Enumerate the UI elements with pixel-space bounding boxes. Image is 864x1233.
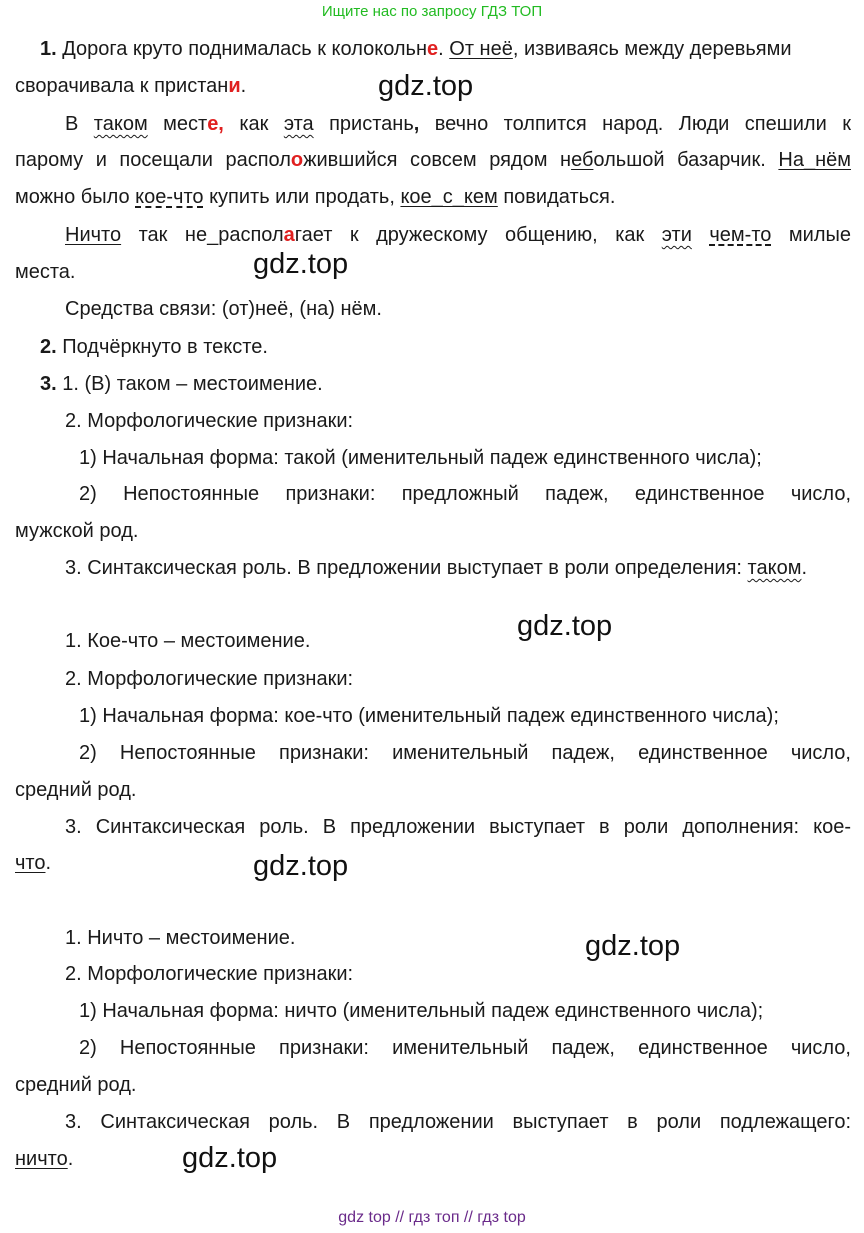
text: 3. Синтаксическая роль. В предложении выступает в роли дополнения: кое- bbox=[65, 816, 851, 838]
text: как bbox=[223, 113, 284, 135]
text: так не_распол bbox=[121, 224, 284, 246]
text: купить или продать, bbox=[203, 186, 401, 208]
watermark: gdz.top bbox=[182, 1142, 278, 1174]
s3-variable-features bbox=[79, 1036, 851, 1060]
task-1-para-3-line-2 bbox=[15, 260, 851, 284]
watermark: gdz.top bbox=[378, 70, 474, 102]
underlined-pronoun: чем-то bbox=[709, 224, 772, 246]
highlight-letter: о bbox=[290, 149, 304, 171]
text: 2. Морфологические признаки: bbox=[65, 410, 354, 432]
text: пристань bbox=[313, 113, 414, 135]
text: средний род. bbox=[15, 1074, 137, 1096]
task-1-para-2-line-2 bbox=[15, 148, 851, 172]
underlined-pronoun: ничто bbox=[15, 1148, 68, 1170]
s3-heading bbox=[65, 926, 851, 950]
underlined-pronoun: эта bbox=[283, 113, 314, 135]
s3-initial-form bbox=[79, 999, 851, 1023]
text: 1. Кое-что – местоимение. bbox=[65, 630, 311, 652]
watermark: gdz.top bbox=[253, 248, 349, 280]
watermark: gdz.top bbox=[253, 850, 349, 882]
text: Средства связи: (от)неё, (на) нём. bbox=[65, 298, 382, 320]
task-1-para-2-line-1 bbox=[65, 112, 851, 136]
s2-syntactic-role-cont bbox=[15, 851, 851, 875]
s2-variable-features bbox=[79, 741, 851, 765]
linking-means bbox=[65, 297, 851, 321]
text: 2) Непостоянные признаки: предложный падеж, единственное число, bbox=[79, 483, 851, 505]
task-1-para-3-line-1 bbox=[65, 223, 851, 247]
text: 1) Начальная форма: такой (именительный падеж единственного числа); bbox=[79, 447, 762, 469]
text: гает к дружескому общению, как bbox=[294, 224, 662, 246]
text: 1. Ничто – местоимение. bbox=[65, 927, 296, 949]
text: Подчёркнуто в тексте. bbox=[62, 336, 268, 358]
underlined-pronoun: эти bbox=[661, 224, 692, 246]
underlined-pronoun: На_нём bbox=[778, 149, 851, 171]
text: парому и посещали распол bbox=[15, 149, 291, 171]
top-banner[interactable]: Ищите нас по запросу ГДЗ ТОП bbox=[321, 3, 543, 20]
underlined-pronoun: таком bbox=[747, 557, 802, 579]
punctuation: , bbox=[413, 113, 420, 135]
s2-initial-form bbox=[79, 704, 851, 728]
text: мужской род. bbox=[15, 520, 139, 542]
underlined-prefix: еб bbox=[571, 149, 594, 171]
s1-variable-features-cont bbox=[15, 519, 851, 543]
text: 1) Начальная форма: кое-что (именительный падеж единственного числа); bbox=[79, 705, 779, 727]
watermark: gdz.top bbox=[585, 930, 681, 962]
task-number: 2. bbox=[40, 336, 57, 358]
text: милые bbox=[771, 224, 851, 246]
text: . bbox=[45, 852, 52, 874]
s3-syntactic-role-cont bbox=[15, 1147, 851, 1171]
highlight-letter: а bbox=[283, 224, 295, 246]
underlined-pronoun: От неё bbox=[449, 38, 513, 60]
text: места. bbox=[15, 261, 76, 283]
text: В bbox=[65, 113, 94, 135]
underlined-pronoun: кое-что bbox=[135, 186, 204, 208]
text: можно было bbox=[15, 186, 136, 208]
text: . bbox=[801, 557, 808, 579]
s1-initial-form bbox=[79, 446, 851, 470]
text: 1. (В) таком – местоимение. bbox=[62, 373, 323, 395]
text: 1) Начальная форма: ничто (именительный падеж единственного числа); bbox=[79, 1000, 764, 1022]
text: 3. Синтаксическая роль. В предложении выступает в роли определения: bbox=[65, 557, 748, 579]
text: сворачивала к пристан bbox=[15, 75, 229, 97]
text: 2) Непостоянные признаки: именительный падеж, единственное число, bbox=[79, 1037, 851, 1059]
s1-syntactic-role bbox=[65, 556, 851, 580]
s1-morph-heading bbox=[65, 409, 851, 433]
text: 2. Морфологические признаки: bbox=[65, 668, 354, 690]
text: мест bbox=[147, 113, 208, 135]
s3-variable-features-cont bbox=[15, 1073, 851, 1097]
s3-syntactic-role bbox=[65, 1110, 851, 1134]
text: ольшой базарчик. bbox=[593, 149, 779, 171]
s3-morph-heading bbox=[65, 962, 851, 986]
underlined-pronoun: что bbox=[15, 852, 46, 874]
text: 2) Непостоянные признаки: именительный падеж, единственное число, bbox=[79, 742, 851, 764]
underlined-pronoun: таком bbox=[93, 113, 148, 135]
s2-syntactic-role bbox=[65, 815, 851, 839]
text: жившийся совсем рядом н bbox=[303, 149, 572, 171]
s2-heading bbox=[65, 629, 851, 653]
watermark: gdz.top bbox=[517, 610, 613, 642]
text: 2. Морфологические признаки: bbox=[65, 963, 354, 985]
s1-variable-features bbox=[79, 482, 851, 506]
task-2 bbox=[40, 335, 864, 359]
text: . bbox=[67, 1148, 74, 1170]
s2-variable-features-cont bbox=[15, 778, 851, 802]
footer-links[interactable]: gdz top // гдз топ // гдз top bbox=[338, 1209, 526, 1226]
text: . bbox=[240, 75, 247, 97]
text bbox=[692, 224, 710, 246]
highlight-letter: и bbox=[228, 75, 241, 97]
text: , извиваясь между деревьями bbox=[512, 38, 792, 60]
highlight-letter: е bbox=[427, 38, 439, 60]
task-3-line-1 bbox=[40, 372, 864, 396]
text: Дорога круто поднималась к колокольн bbox=[62, 38, 428, 60]
task-number: 1. bbox=[40, 38, 57, 60]
task-number: 3. bbox=[40, 373, 57, 395]
text: вечно толпится народ. Люди спешили к bbox=[419, 113, 851, 135]
text: . bbox=[438, 38, 444, 60]
highlight-letter: е, bbox=[207, 113, 224, 135]
task-1-line-1 bbox=[40, 37, 851, 61]
text: повидаться. bbox=[497, 186, 616, 208]
text: средний род. bbox=[15, 779, 137, 801]
task-1-para-2-line-3 bbox=[15, 185, 851, 209]
text: 3. Синтаксическая роль. В предложении выступает в роли подлежащего: bbox=[65, 1111, 851, 1133]
s2-morph-heading bbox=[65, 667, 851, 691]
underlined-pronoun: Ничто bbox=[65, 224, 122, 246]
underlined-pronoun: кое_с_кем bbox=[400, 186, 498, 208]
